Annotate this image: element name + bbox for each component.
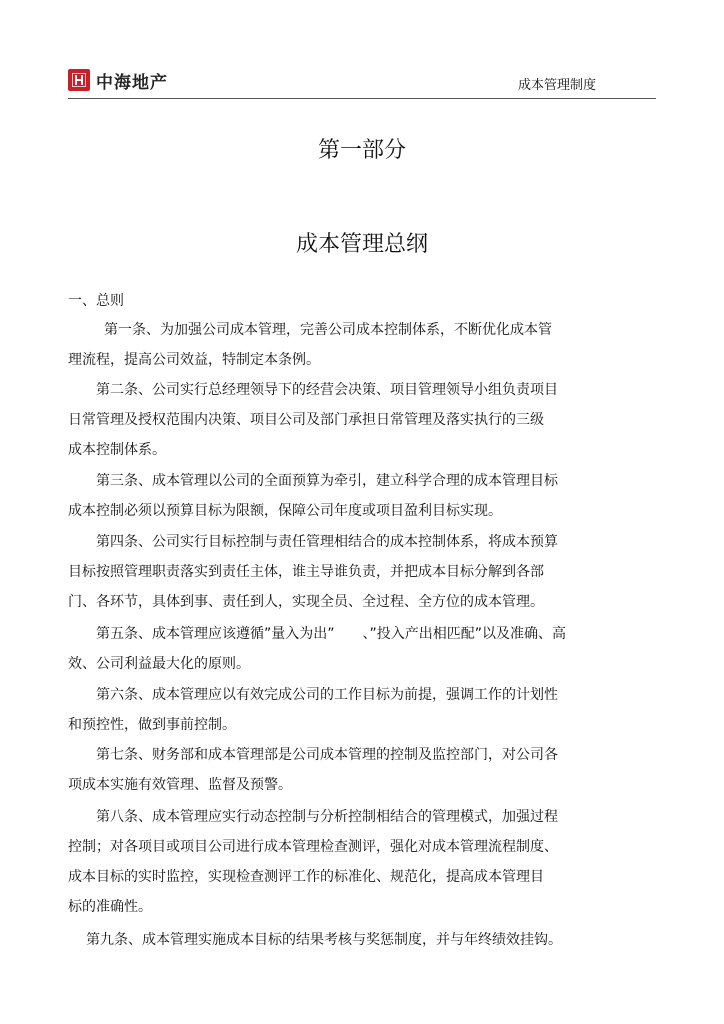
paragraph-line: 第五条、成本管理应该遵循”量入为出” 、”投入产出相匹配”以及准确、高 (96, 626, 567, 642)
paragraph-line: 理流程，提高公司效益，特制定本条例。 (68, 352, 320, 368)
logo-mark-icon (68, 69, 90, 91)
section-heading: 一、总则 (68, 293, 124, 309)
paragraph-line: 第七条、财务部和成本管理部是公司成本管理的控制及监控部门，对公司各 (96, 747, 558, 763)
main-title: 成本管理总纲 (295, 232, 428, 257)
paragraph-line: 成本控制必须以预算目标为限额，保障公司年度或项目盈利目标实现。 (68, 503, 502, 519)
article-6 (68, 680, 558, 740)
paragraph-line: 和预控性，做到事前控制。 (68, 717, 236, 733)
paragraph-line: 第八条、成本管理应实行动态控制与分析控制相结合的管理模式，加强过程 (96, 809, 558, 825)
logo-text: 中海地产 (96, 72, 168, 93)
article-1 (68, 315, 552, 375)
part-title: 第一部分 (317, 138, 406, 163)
paragraph-line: 门、各环节，具体到事、责任到人，实现全员、全过程、全方位的成本管理。 (68, 594, 544, 610)
paragraph-line: 项成本实施有效管理、监督及预警。 (68, 777, 292, 793)
paragraph-line: 第三条、成本管理以公司的全面预算为牵引，建立科学合理的成本管理目标 (96, 473, 558, 489)
article-8 (68, 802, 558, 922)
article-3 (68, 466, 558, 526)
paragraph-line: 目标按照管理职责落实到责任主体，谁主导谁负责，并把成本目标分解到各部 (68, 564, 544, 580)
paragraph-line: 效、公司利益最大化的原则。 (68, 656, 250, 672)
paragraph-line: 日常管理及授权范围内决策、项目公司及部门承担日常管理及落实执行的三级 (68, 412, 544, 428)
article-5 (68, 619, 566, 679)
article-9 (68, 925, 562, 955)
paragraph-line: 第一条、为加强公司成本管理，完善公司成本控制体系，不断优化成本管 (104, 322, 552, 338)
document-title: 成本管理制度 (517, 78, 596, 93)
paragraph-line: 第九条、成本管理实施成本目标的结果考核与奖惩制度，并与年终绩效挂钩。 (86, 932, 562, 948)
paragraph-line: 第六条、成本管理应以有效完成公司的工作目标为前提，强调工作的计划性 (96, 687, 558, 703)
page-header (68, 62, 656, 99)
paragraph-line: 第二条、公司实行总经理领导下的经营会决策、项目管理领导小组负责项目 (96, 382, 558, 398)
article-7 (68, 740, 558, 800)
paragraph-line: 标的准确性。 (68, 899, 152, 915)
paragraph-line: 成本控制体系。 (68, 442, 166, 458)
paragraph-line: 控制；对各项目或项目公司进行成本管理检查测评，强化对成本管理流程制度、 (68, 839, 558, 855)
company-logo (68, 68, 168, 92)
article-4 (68, 527, 558, 617)
paragraph-line: 成本目标的实时监控，实现检查测评工作的标准化、规范化，提高成本管理目 (68, 869, 544, 885)
article-2 (68, 375, 558, 465)
paragraph-line: 第四条、公司实行目标控制与责任管理相结合的成本控制体系，将成本预算 (96, 534, 558, 550)
